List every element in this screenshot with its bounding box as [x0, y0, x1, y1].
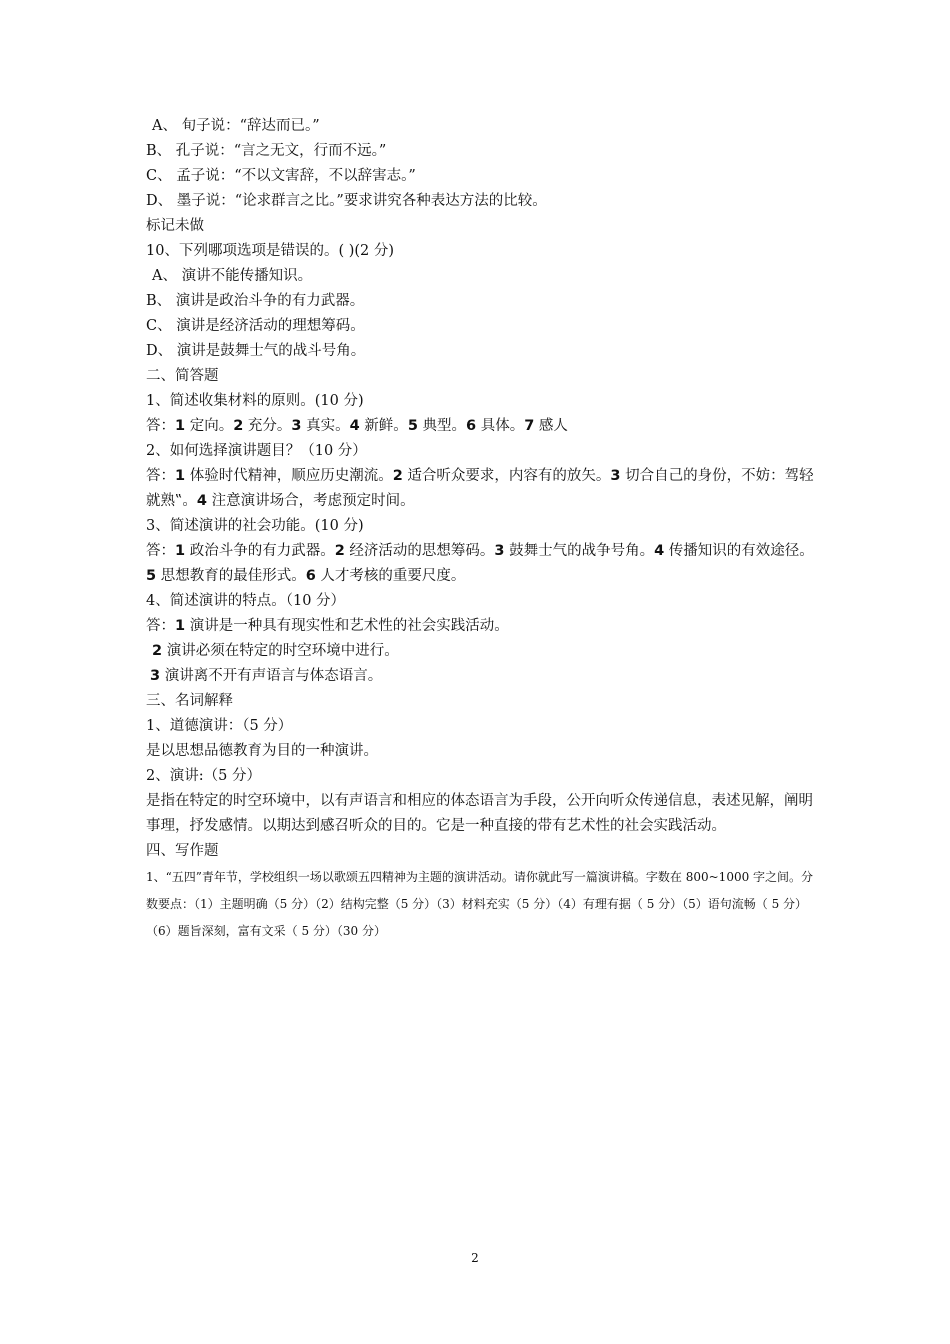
answer-text: 充分。	[243, 418, 292, 434]
answer-text: 思想教育的最佳形式。	[156, 568, 306, 584]
answer-num: 1	[175, 418, 186, 434]
answer-num: 4	[196, 493, 208, 509]
answer-text: 经济活动的思想筹码。	[344, 543, 495, 559]
short-answer-4-answer-1	[146, 614, 816, 639]
short-answer-4-question: 4、简述演讲的特点。（10 分）	[146, 593, 346, 609]
answer-num: 4	[349, 418, 360, 434]
answer-text: 适合听众要求，内容有的放矢。	[402, 468, 611, 484]
answer-text: 演讲离不开有声语言与体态语言。	[160, 668, 383, 684]
answer-num: 7	[524, 418, 535, 434]
answer-num: 2	[392, 468, 403, 484]
term-1-answer: 是以思想品德教育为目的一种演讲。	[146, 743, 378, 759]
writing-prompt: 1、“五四”青年节，学校组织一场以歌颂五四精神为主题的演讲活动。请你就此写一篇演讲稿。字数在 800~1000 字之间。分数要点：（1）主题明确（5 分）（2）结构完整（5 分）（3）材料充实（5 分）（4）有理有据（ 5 分）（5）语句流畅（ 5 分）（6）题旨深刻，富有文采（ 5 分）（30 分）	[146, 870, 814, 938]
short-answer-2-question: 2、如何选择演讲题目？（10 分）	[146, 443, 367, 459]
section-heading-3: 三、名词解释	[146, 693, 233, 709]
answer-num: 1	[175, 618, 186, 634]
answer-num: 5	[407, 418, 418, 434]
short-answer-2-answer	[146, 464, 816, 514]
option-b-q9: B、 孔子说：“言之无文，行而不远。”	[146, 143, 387, 159]
answer-num: 4	[654, 543, 665, 559]
question-10: 10、下列哪项选项是错误的。( )(2 分)	[146, 243, 395, 259]
answer-prefix: 答：	[146, 543, 175, 559]
answer-num: 6	[466, 418, 477, 434]
answer-num: 2	[233, 418, 244, 434]
short-answer-3-question: 3、简述演讲的社会功能。(10 分)	[146, 518, 364, 534]
short-answer-3-answer	[146, 539, 816, 589]
short-answer-4-answer-3	[146, 664, 816, 689]
answer-text: 鼓舞士气的战争号角。	[504, 543, 655, 559]
answer-text: 体验时代精神，顺应历史潮流。	[185, 468, 393, 484]
option-c-q10: C、 演讲是经济活动的理想筹码。	[146, 318, 365, 334]
answer-num: 3	[610, 468, 621, 484]
answer-num: 1	[175, 543, 186, 559]
option-d-q10: D、 演讲是鼓舞士气的战斗号角。	[146, 343, 366, 359]
term-2-answer: 是指在特定的时空环境中，以有声语言和相应的体态语言为手段，公开向听众传递信息，表述见解，阐明事理，抒发感情。以期达到感召听众的目的。它是一种直接的带有艺术性的社会实践活动。	[146, 793, 813, 834]
answer-text: 切合自己的身份，不妨：驾轻就熟‟。	[146, 468, 814, 509]
answer-text: 演讲必须在特定的时空环境中进行。	[162, 643, 399, 659]
answer-text: 演讲是一种具有现实性和艺术性的社会实践活动。	[185, 618, 509, 634]
answer-text: 政治斗争的有力武器。	[185, 543, 335, 559]
answer-num: 1	[175, 468, 186, 484]
answer-text: 具体。	[476, 418, 525, 434]
answer-num: 6	[305, 568, 316, 584]
option-b-q10: B、 演讲是政治斗争的有力武器。	[146, 293, 365, 309]
term-2-question: 2、演讲:（5 分）	[146, 768, 261, 784]
answer-num: 3	[494, 543, 505, 559]
section-heading-2: 二、简答题	[146, 368, 219, 384]
answer-num: 3	[291, 418, 302, 434]
answer-text: 传播知识的有效途径。	[664, 543, 814, 559]
answer-text: 定向。	[185, 418, 234, 434]
answer-text: 新鲜。	[359, 418, 408, 434]
page-content	[146, 114, 816, 945]
short-answer-1-answer	[146, 414, 816, 439]
term-1-question: 1、道德演讲：（5 分）	[146, 718, 293, 734]
answer-prefix: 答：	[146, 418, 175, 434]
short-answer-4-answer-2	[146, 639, 816, 664]
answer-num: 5	[146, 568, 157, 584]
answer-num: 2	[334, 543, 345, 559]
option-a-q9: A、 旬子说：“辞达而已。”	[152, 118, 320, 134]
answer-text: 典型。	[417, 418, 467, 434]
answer-num: 2	[152, 643, 163, 659]
mark-note: 标记未做	[146, 218, 204, 234]
section-heading-4: 四、写作题	[146, 843, 219, 859]
short-answer-1-question: 1、简述收集材料的原则。(10 分)	[146, 393, 364, 409]
option-d-q9: D、 墨子说：“论求群言之比。”要求讲究各种表达方法的比较。	[146, 193, 547, 209]
answer-text: 感人	[534, 418, 568, 434]
option-c-q9: C、 孟子说：“不以文害辞，不以辞害志。”	[146, 168, 416, 184]
answer-num: 3	[150, 668, 161, 684]
page-number: 2	[471, 1251, 479, 1265]
answer-text: 人才考核的重要尺度。	[315, 568, 466, 584]
answer-prefix: 答：	[146, 468, 175, 484]
option-a-q10: A、 演讲不能传播知识。	[152, 268, 313, 284]
answer-text: 注意演讲场合，考虑预定时间。	[207, 493, 415, 509]
answer-prefix: 答：	[146, 618, 175, 634]
answer-text: 真实。	[301, 418, 350, 434]
